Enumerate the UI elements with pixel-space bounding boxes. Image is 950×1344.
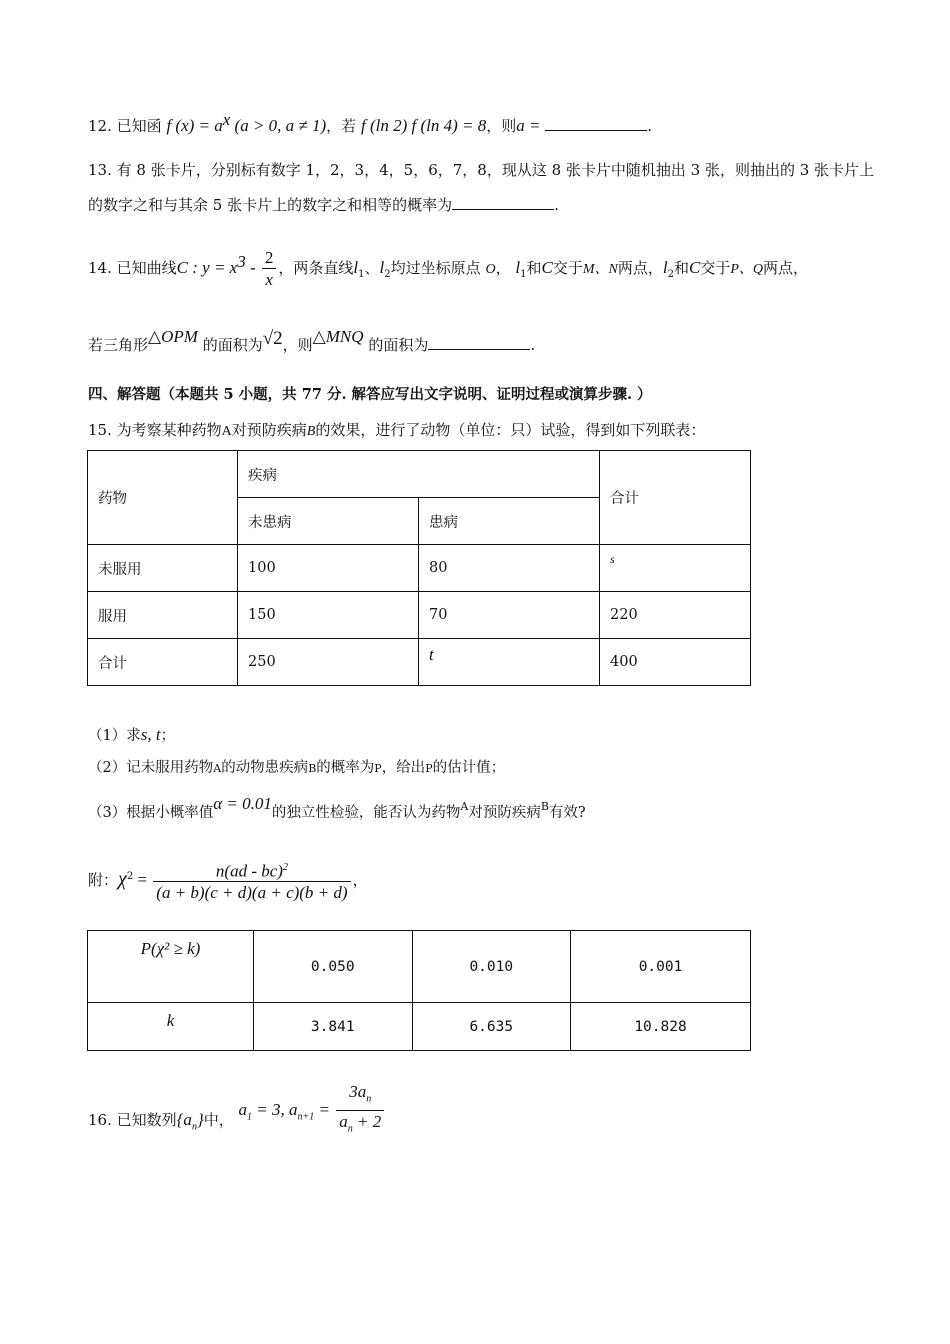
q14-sep: 、 (364, 259, 380, 277)
q16-t2: 中， (203, 1111, 234, 1129)
q15-frac-num (153, 858, 350, 883)
q15-drug-a: A (221, 424, 232, 439)
q16-a1-sub: 1 (247, 1111, 253, 1123)
q14-exponent: 3 (237, 252, 246, 271)
q15-fu: 附： (88, 871, 119, 889)
q14-meet2: 交于 (700, 259, 731, 277)
cell: 220 (600, 592, 751, 639)
q15-part2 (88, 758, 505, 779)
q16-seq-sub: n (191, 1121, 197, 1133)
cell-t (419, 639, 600, 686)
cell-s (600, 545, 751, 592)
q14-answer-blank (428, 335, 530, 350)
q16-frac-den-a: a (339, 1111, 348, 1131)
q13-line1: 13. 有 8 张卡片，分别标有数字 1，2，3，4，5，6，7，8，现从这 8 张卡片中随机抽出 3 张，则抽出的 3 张卡片上 (88, 161, 875, 179)
q15-p3c: 的独立性检验，能否认为药物 (271, 805, 461, 821)
q14-sqrt: √2 (262, 328, 283, 349)
q12-condition: (a > 0, a ≠ 1) (230, 116, 327, 135)
header-disease: 疾病 (238, 451, 600, 498)
q15-p2e: 的概率为 (316, 760, 375, 776)
q15-p1c: ； (160, 728, 176, 744)
header-drug: 药物 (88, 451, 238, 545)
q12-text: 已知函 (116, 117, 162, 135)
cell: 0.050 (254, 931, 413, 1003)
q14-and2: 和 (673, 259, 689, 277)
q15-frac-den: (a + b)(c + d)(a + c)(b + d) (156, 883, 348, 903)
question-12 (88, 110, 652, 136)
question-14-line1 (88, 240, 808, 297)
q14-points: 两点， (617, 259, 663, 277)
q14-text2: ，两条直线 (278, 259, 354, 277)
q16-frac-num-sub: n (366, 1093, 372, 1105)
q15-intro-a: 15. 为考察某种药物 (88, 421, 222, 439)
q14-minus: - (245, 258, 260, 277)
q14-line2b: 的面积为 (202, 336, 263, 354)
header-k-text: k (166, 1011, 175, 1030)
cell: 0.001 (571, 931, 751, 1003)
q14-frac-num: 2 (262, 248, 277, 269)
q16-t1: 16. 已知数列 (88, 1111, 177, 1129)
q15-p2f: P (374, 762, 382, 775)
q15-intro-b: 对预防疾病 (231, 421, 307, 439)
header-has-disease: 患病 (419, 498, 600, 545)
q15-p2a: （2）记未服用药物 (88, 760, 214, 776)
q15-p3a: （3）根据小概率值 (88, 805, 214, 821)
q16-frac-num (336, 1082, 384, 1110)
q12-exponent: x (222, 110, 231, 129)
q14-origin: O (485, 262, 496, 277)
q14-number: 14. (88, 259, 112, 277)
cell: 400 (600, 639, 751, 686)
q14-opm: △OPM (148, 327, 198, 346)
q15-disease-b: B (306, 424, 316, 439)
q14-meet: 交于 (552, 259, 583, 277)
q16-frac-num-text: 3a (349, 1082, 367, 1102)
cell: 6.635 (412, 1003, 571, 1051)
cell: 100 (238, 545, 419, 592)
q16-seq (176, 1110, 204, 1133)
q15-p3g: 有效? (548, 805, 586, 821)
cell: 0.010 (412, 931, 571, 1003)
q15-part1 (88, 725, 175, 746)
q12-variable: a = (516, 116, 541, 135)
q12-text3: ，则 (486, 117, 517, 135)
q16-cond3: = (314, 1100, 335, 1119)
q15-intro-c: 的效果，进行了动物（单位：只）试验，得到如下列联表： (315, 421, 706, 439)
q14-l2: l (379, 258, 385, 277)
q15-eq: = (133, 870, 152, 889)
q15-p2g: ，给出 (381, 760, 426, 776)
table-row (88, 545, 751, 592)
q13-line2-text: 的数字之和与其余 5 张卡片上的数字之和相等的概率为 (88, 196, 453, 214)
q15-p3b: α = 0.01 (213, 794, 272, 813)
row-label: 服用 (88, 592, 238, 639)
q12-end: . (647, 117, 653, 135)
table-row (88, 931, 751, 1003)
cell: 250 (238, 639, 419, 686)
row-label: 合计 (88, 639, 238, 686)
cell-s-value: s (610, 552, 615, 566)
row-label: 未服用 (88, 545, 238, 592)
cell: 10.828 (571, 1003, 751, 1051)
q16-condition (238, 1100, 335, 1123)
q12-function: f (x) = a (166, 116, 223, 135)
question-14-line2 (88, 327, 536, 355)
q12-text2: ，若 (326, 117, 357, 135)
cell-t-value: t (429, 645, 434, 664)
q15-p2b: A (213, 762, 222, 775)
cell: 70 (419, 592, 600, 639)
q15-p2i: 的估计值； (432, 760, 506, 776)
q15-comma: ， (352, 871, 368, 889)
q14-l2b: l (662, 258, 668, 277)
q15-frac-num-sup: 2 (282, 861, 288, 873)
table-row (88, 1003, 751, 1051)
question-15-intro (88, 420, 705, 442)
q14-l2-sub: 2 (384, 269, 391, 280)
q14-text: 已知曲线 (116, 259, 177, 277)
q14-line2d: 的面积为 (368, 336, 429, 354)
header-p (88, 931, 254, 1003)
section-4-heading: 四、解答题（本题共 5 小题，共 77 分. 解答应写出文字说明、证明过程或演算步骤. ） (88, 386, 652, 403)
table-row (88, 639, 751, 686)
q16-frac-den-rest: + 2 (352, 1111, 382, 1131)
q15-p3e: 对预防疾病 (468, 805, 541, 821)
q12-equation: f (ln 2) f (ln 4) = 8 (360, 116, 487, 135)
q15-p1b: s, t (140, 725, 161, 744)
q15-p2d: B (308, 762, 317, 775)
q13-answer-blank (452, 195, 554, 210)
chi-square-formula (88, 852, 368, 905)
header-no-disease: 未患病 (238, 498, 419, 545)
q14-mn: M、N (582, 262, 618, 277)
q14-end: . (530, 336, 536, 354)
q15-p2c: 的动物患疾病 (221, 760, 309, 776)
table-row (88, 451, 751, 498)
q14-mnq: △MNQ (312, 327, 364, 346)
q16-a1: a (238, 1100, 248, 1119)
q14-l1: l (353, 258, 359, 277)
q14-curve: C : y = x (176, 258, 238, 277)
header-total: 合计 (600, 451, 751, 545)
q16-frac-den-sub: n (347, 1122, 353, 1134)
q15-chi-sup: 2 (126, 871, 134, 882)
q14-l2b-sub: 2 (667, 269, 674, 280)
question-13-line2 (88, 195, 559, 215)
q15-fraction (153, 858, 350, 905)
cell: 150 (238, 592, 419, 639)
q14-and: 和 (526, 259, 542, 277)
q16-an1-sub: n+1 (297, 1111, 315, 1123)
q14-line2c: ，则 (282, 336, 313, 354)
q16-seq-open: {a (176, 1110, 192, 1129)
q16-cond2: = 3, a (252, 1100, 298, 1119)
critical-value-table (87, 930, 751, 1051)
q14-line2a: 若三角形 (88, 336, 149, 354)
q14-fraction (262, 248, 277, 291)
q14-l1b: l (515, 258, 521, 277)
q15-p3f: B (540, 800, 549, 813)
q15-chi: χ (118, 868, 127, 890)
header-p-text: P(χ² ≥ k) (140, 939, 201, 958)
q14-points2: 两点， (763, 259, 809, 277)
q15-p2h: P (425, 762, 433, 775)
cell: 3.841 (254, 1003, 413, 1051)
q14-pq: P、Q (730, 262, 764, 277)
q15-frac-num-text: n(ad - bc) (215, 861, 283, 881)
q15-p1a: （1）求 (88, 728, 141, 744)
q14-c: C (541, 258, 553, 277)
q15-p3d: A (460, 800, 469, 813)
q15-part3 (88, 794, 586, 824)
q14-l1-sub: 1 (358, 269, 365, 280)
q16-seq-close: } (196, 1110, 204, 1129)
q14-l1b-sub: 1 (520, 269, 527, 280)
cell: 80 (419, 545, 600, 592)
header-k (88, 1003, 254, 1051)
q14-text3: 均过坐标原点 (390, 259, 481, 277)
table-row (88, 592, 751, 639)
q14-c2: C (688, 258, 701, 277)
q13-end: . (554, 196, 559, 214)
q16-frac-den (336, 1111, 384, 1140)
q14-frac-den: x (265, 269, 273, 289)
q12-answer-blank (545, 116, 647, 131)
q16-fraction (336, 1082, 384, 1140)
contingency-table (87, 450, 751, 686)
question-16 (88, 1082, 386, 1157)
q12-number: 12. (88, 117, 112, 135)
q14-text4: ， (495, 259, 511, 277)
